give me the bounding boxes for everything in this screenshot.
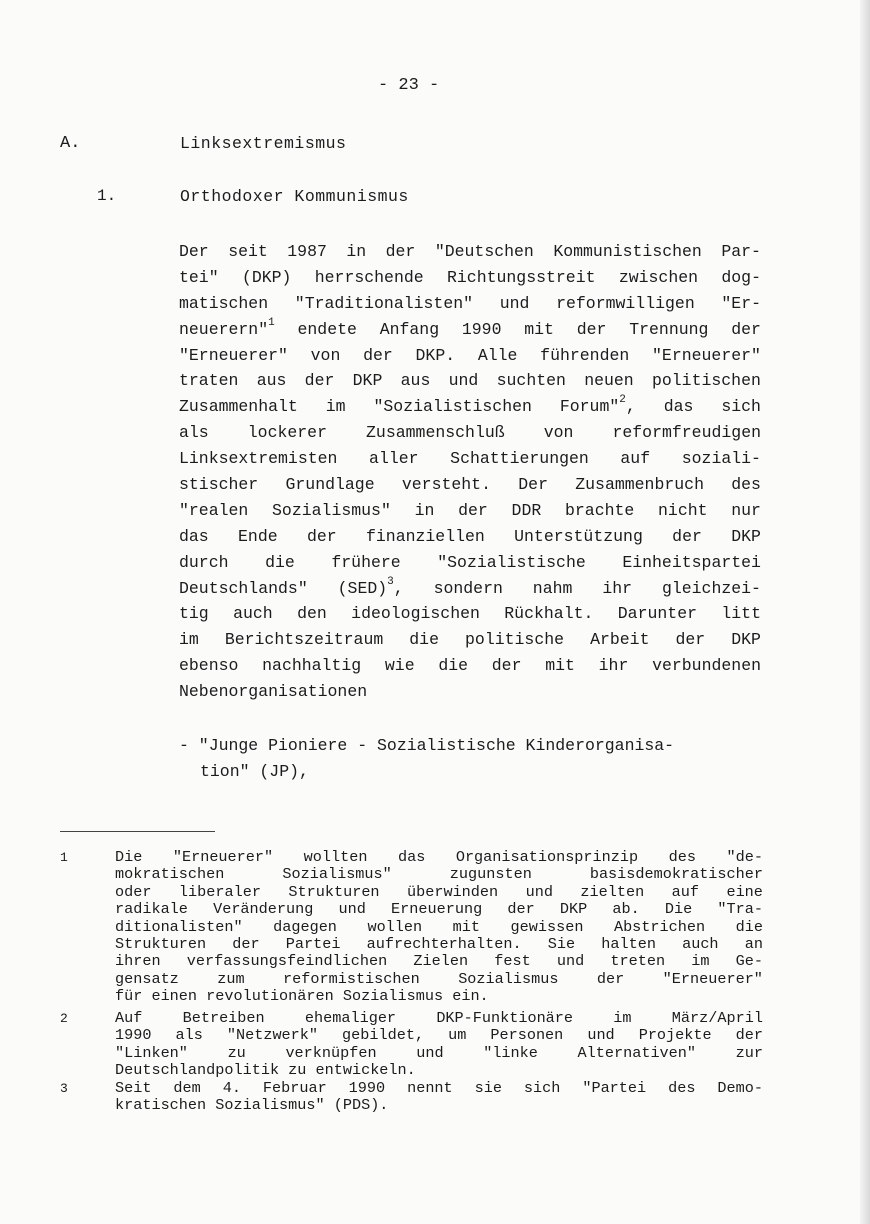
word: der bbox=[507, 900, 535, 919]
word: "linke bbox=[483, 1043, 538, 1062]
word: Alle bbox=[477, 345, 518, 365]
word: "Partei bbox=[582, 1079, 647, 1097]
word: "de- bbox=[726, 848, 763, 866]
word: herrschende bbox=[314, 267, 424, 287]
word: Rückhalt. bbox=[504, 604, 594, 624]
word: um bbox=[448, 1026, 467, 1045]
word: versteht. bbox=[401, 475, 491, 495]
word: der bbox=[576, 319, 607, 339]
word: auf bbox=[620, 449, 651, 469]
page-number: - 23 - bbox=[378, 76, 440, 95]
word: Zusammenhalt bbox=[179, 397, 298, 417]
footnote-ref-word: Forum"$^2$, bbox=[559, 394, 636, 417]
footnote-reference[interactable]: 3 bbox=[387, 575, 394, 588]
word: der bbox=[731, 319, 761, 339]
footnote-line bbox=[115, 1010, 763, 1027]
footnote-number: 3 bbox=[60, 1081, 68, 1096]
word: mokratischen bbox=[115, 865, 225, 884]
body-line bbox=[179, 291, 761, 317]
word: wollten bbox=[303, 848, 368, 866]
word: der bbox=[735, 1026, 763, 1045]
word: durch bbox=[179, 552, 229, 572]
word: der bbox=[596, 969, 625, 988]
word: das bbox=[663, 397, 694, 417]
word: auch bbox=[682, 934, 719, 953]
word: des bbox=[668, 848, 696, 866]
word: Erneuerung bbox=[391, 900, 483, 919]
word: aufrechterhalten. bbox=[366, 934, 522, 953]
word: führenden bbox=[540, 345, 630, 365]
word: die bbox=[409, 630, 439, 650]
organisation-list bbox=[179, 733, 761, 785]
word: Schattierungen bbox=[450, 449, 589, 469]
body-line bbox=[179, 653, 761, 679]
word: treten bbox=[610, 952, 666, 971]
word: der bbox=[363, 345, 393, 365]
word: zwischen bbox=[618, 267, 699, 287]
word: aus bbox=[400, 371, 431, 391]
word: Sozialismus" bbox=[272, 500, 391, 520]
word: sich bbox=[523, 1079, 561, 1097]
word: verbundenen bbox=[652, 656, 761, 676]
body-line bbox=[179, 446, 761, 472]
list-item-line: - "Junge Pioniere - Sozialistische Kinderorganisa- bbox=[179, 736, 675, 755]
word: die bbox=[735, 917, 763, 936]
word: dem bbox=[173, 1079, 201, 1097]
word: litt bbox=[721, 604, 761, 624]
word: "Sozialistische bbox=[437, 552, 586, 572]
word: an bbox=[744, 934, 763, 953]
word: tei" bbox=[179, 267, 219, 287]
word: zur bbox=[735, 1043, 763, 1062]
footnote-line: für einen revolutionären Sozialismus ein. bbox=[115, 987, 489, 1006]
word: oder bbox=[115, 882, 152, 901]
word: mit bbox=[452, 917, 480, 936]
word: verknüpfen bbox=[285, 1043, 377, 1062]
word: Strukturen bbox=[115, 934, 207, 953]
word: 1987 bbox=[287, 242, 327, 261]
word: DKP bbox=[559, 900, 588, 919]
word: der bbox=[458, 500, 488, 520]
footnote-line bbox=[115, 1027, 763, 1044]
word: politischen bbox=[651, 371, 761, 391]
word: nur bbox=[731, 500, 761, 520]
word: Februar bbox=[262, 1079, 327, 1097]
word: Kommunistischen bbox=[553, 242, 702, 261]
word: "Erneuerer" bbox=[179, 345, 288, 365]
word: zielten bbox=[580, 882, 645, 901]
footnote-line bbox=[115, 953, 763, 970]
word: von bbox=[543, 423, 574, 443]
word: Grundlage bbox=[285, 475, 375, 495]
word: und bbox=[448, 371, 479, 391]
word: Par- bbox=[721, 242, 761, 261]
word: "realen bbox=[179, 500, 249, 520]
word: Der bbox=[179, 242, 209, 261]
word: dog- bbox=[721, 267, 761, 287]
footnote-line: Deutschlandpolitik zu entwickeln. bbox=[115, 1061, 416, 1080]
word: "Linken" bbox=[115, 1043, 188, 1062]
word: ihr bbox=[602, 578, 633, 598]
word: Veränderung bbox=[213, 900, 314, 919]
word: in bbox=[346, 242, 367, 261]
word: brachte bbox=[564, 500, 635, 520]
word: DKP. bbox=[415, 345, 456, 365]
word: lockerer bbox=[247, 423, 327, 443]
word: auf bbox=[671, 882, 699, 901]
word: März/April bbox=[671, 1009, 763, 1027]
footnote-reference[interactable]: 2 bbox=[619, 394, 626, 407]
word: "Er- bbox=[721, 293, 761, 313]
word: und bbox=[556, 952, 585, 971]
body-line bbox=[179, 472, 761, 498]
word: neuen bbox=[584, 371, 634, 391]
word: reformistischen bbox=[283, 969, 420, 988]
page-edge-shadow bbox=[860, 0, 870, 1224]
word: DKP bbox=[731, 630, 761, 650]
footnote-line bbox=[115, 866, 763, 883]
word: zugunsten bbox=[449, 865, 532, 884]
word: des bbox=[731, 475, 761, 495]
word: endete bbox=[297, 319, 357, 339]
footnote-line bbox=[115, 936, 763, 953]
word: Arbeit bbox=[590, 630, 650, 650]
word: Seit bbox=[115, 1079, 152, 1097]
word: tig bbox=[179, 604, 209, 624]
word: ditionalisten" bbox=[115, 917, 243, 936]
word: Die bbox=[115, 848, 143, 866]
word: der bbox=[385, 242, 416, 261]
subsection-number: 1. bbox=[97, 187, 117, 205]
word: mit bbox=[524, 319, 554, 339]
word: Zusammenbruch bbox=[575, 475, 704, 495]
word: 4. bbox=[222, 1079, 241, 1097]
word: Projekte bbox=[638, 1026, 712, 1045]
word: Sie bbox=[547, 934, 576, 953]
word: der bbox=[232, 934, 260, 953]
word: Linksextremisten bbox=[179, 449, 338, 469]
word: Der bbox=[518, 475, 548, 495]
word: "Tra- bbox=[717, 900, 763, 919]
word: Alternativen" bbox=[577, 1043, 697, 1062]
word: gleichzei- bbox=[661, 578, 761, 598]
body-line bbox=[179, 550, 761, 576]
word: verfassungsfeindlichen bbox=[186, 952, 388, 971]
word: Darunter bbox=[617, 604, 697, 624]
word: ebenso bbox=[179, 656, 239, 676]
footnote-separator bbox=[60, 831, 215, 832]
body-line: Nebenorganisationen bbox=[179, 682, 368, 702]
word: finanziellen bbox=[365, 526, 485, 546]
word: Deutschlands" bbox=[179, 578, 308, 598]
word: 1990 bbox=[461, 319, 502, 339]
word: nennt bbox=[407, 1079, 453, 1097]
word: sie bbox=[474, 1079, 502, 1097]
word: wollen bbox=[367, 917, 423, 936]
word: ihren bbox=[115, 952, 161, 971]
subsection-title: Orthodoxer Kommunismus bbox=[180, 187, 409, 206]
word: DKP bbox=[731, 526, 761, 546]
word: Ende bbox=[238, 526, 278, 546]
word: "Erneuerer" bbox=[662, 969, 763, 988]
word: "Erneuerer" bbox=[172, 848, 274, 866]
word: von bbox=[310, 345, 341, 365]
word: dagegen bbox=[273, 917, 337, 936]
word: frühere bbox=[331, 552, 401, 572]
body-line bbox=[179, 524, 761, 550]
footnote-line bbox=[115, 919, 763, 936]
word: als bbox=[175, 1026, 203, 1045]
word: liberaler bbox=[178, 882, 261, 901]
footnote-line bbox=[115, 884, 763, 901]
word: gewissen bbox=[510, 917, 584, 936]
word: im bbox=[179, 630, 199, 650]
word: DKP-Funktionäre bbox=[436, 1009, 574, 1027]
word: Die bbox=[664, 900, 693, 919]
word: sich bbox=[721, 397, 761, 417]
footnote-text bbox=[115, 1080, 763, 1115]
word: politische bbox=[465, 630, 565, 650]
word: Personen bbox=[490, 1026, 564, 1045]
word: nicht bbox=[658, 500, 708, 520]
word: Ge- bbox=[735, 952, 763, 971]
word: "Traditionalisten" bbox=[294, 293, 474, 313]
word: und bbox=[587, 1026, 615, 1045]
word: "Netzwerk" bbox=[226, 1026, 319, 1045]
section-letter: A. bbox=[60, 134, 81, 153]
word: matischen bbox=[179, 293, 269, 313]
word: auch bbox=[233, 604, 273, 624]
footnote-text bbox=[115, 1010, 763, 1080]
word: mit bbox=[545, 656, 575, 676]
word: das bbox=[179, 526, 209, 546]
word: ab. bbox=[612, 900, 640, 919]
word: wie bbox=[384, 656, 415, 676]
word: Sozialismus" bbox=[282, 865, 392, 884]
word: (DKP) bbox=[241, 267, 292, 287]
word: soziali- bbox=[681, 449, 761, 469]
section-title: Linksextremismus bbox=[180, 134, 347, 153]
word: der bbox=[306, 526, 337, 546]
footnote-number: 1 bbox=[60, 850, 68, 865]
word: zum bbox=[217, 969, 245, 988]
word: Betreiben bbox=[182, 1009, 265, 1027]
body-line bbox=[179, 601, 761, 627]
word: Unterstützung bbox=[514, 526, 643, 546]
word: Richtungsstreit bbox=[446, 267, 596, 287]
body-line bbox=[179, 265, 761, 291]
word: überwinden bbox=[407, 882, 499, 901]
word: der bbox=[491, 656, 522, 676]
footnote-line bbox=[115, 901, 763, 918]
word: und bbox=[416, 1043, 444, 1062]
word: nachhaltig bbox=[262, 656, 362, 676]
footnote-line bbox=[115, 1080, 763, 1097]
body-line bbox=[179, 420, 761, 446]
word: im bbox=[613, 1009, 632, 1027]
word: die bbox=[438, 656, 469, 676]
word: Strukturen bbox=[288, 882, 380, 901]
word: Einheitspartei bbox=[622, 552, 761, 572]
body-line bbox=[179, 394, 761, 420]
word: die bbox=[265, 552, 295, 572]
word: Demo- bbox=[717, 1079, 763, 1097]
word: im bbox=[325, 397, 346, 417]
list-item-line: tion" (JP), bbox=[200, 761, 309, 781]
body-line bbox=[179, 498, 761, 524]
word: reformwilligen bbox=[556, 293, 695, 313]
word: Partei bbox=[285, 934, 341, 953]
footnote-ref-word: (SED)$^3$, bbox=[337, 575, 404, 598]
word: DDR bbox=[511, 500, 542, 520]
word: eine bbox=[726, 882, 763, 901]
word: der bbox=[672, 526, 702, 546]
body-line bbox=[179, 239, 761, 265]
footnote-line bbox=[115, 849, 763, 866]
word: fest bbox=[494, 952, 531, 971]
word: Trennung bbox=[629, 319, 709, 339]
word: suchten bbox=[496, 371, 566, 391]
word: aus bbox=[256, 371, 287, 391]
word: halten bbox=[601, 934, 656, 953]
word: seit bbox=[228, 242, 268, 261]
body-paragraph bbox=[179, 239, 761, 705]
word: Zielen bbox=[413, 952, 469, 971]
word: Anfang bbox=[379, 319, 440, 339]
word: traten bbox=[179, 371, 239, 391]
word: Sozialismus bbox=[458, 969, 559, 988]
word: nahm bbox=[532, 578, 573, 598]
word: stischer bbox=[179, 475, 259, 495]
body-line bbox=[179, 627, 761, 653]
word: in bbox=[414, 500, 435, 520]
word: reformfreudigen bbox=[612, 423, 761, 443]
word: als bbox=[179, 423, 209, 443]
footnote-reference[interactable]: 1 bbox=[268, 316, 275, 329]
body-line bbox=[179, 317, 761, 343]
word: ihr bbox=[598, 656, 629, 676]
footnote-line bbox=[115, 1045, 763, 1062]
footnote-ref-word: neuerern"$^1$ bbox=[179, 316, 275, 339]
word: sondern bbox=[433, 578, 503, 598]
footnote-text bbox=[115, 849, 763, 1006]
word: ideologischen bbox=[351, 604, 480, 624]
word: und bbox=[338, 900, 366, 919]
footnote-number: 2 bbox=[60, 1011, 68, 1026]
word: gebildet, bbox=[342, 1026, 425, 1045]
word: den bbox=[297, 604, 327, 624]
body-line bbox=[179, 576, 761, 602]
word: aller bbox=[369, 449, 419, 469]
body-line bbox=[179, 368, 761, 394]
word: im bbox=[691, 952, 710, 971]
word: der bbox=[675, 630, 706, 650]
word: "Sozialistischen bbox=[373, 397, 532, 417]
word: Auf bbox=[115, 1009, 143, 1027]
word: 1990 bbox=[115, 1026, 152, 1045]
word: des bbox=[668, 1079, 696, 1097]
body-line bbox=[179, 343, 761, 369]
word: gensatz bbox=[115, 969, 179, 988]
word: das bbox=[397, 848, 426, 866]
word: Abstrichen bbox=[613, 917, 706, 936]
word: Berichtszeitraum bbox=[224, 630, 384, 650]
word: 1990 bbox=[348, 1079, 386, 1097]
word: und bbox=[499, 293, 530, 313]
word: radikale bbox=[115, 900, 188, 919]
word: DKP bbox=[352, 371, 383, 391]
word: Organisationsprinzip bbox=[455, 848, 639, 866]
footnote-line bbox=[115, 971, 763, 988]
word: zu bbox=[227, 1043, 246, 1062]
footnote-line: kratischen Sozialismus" (PDS). bbox=[115, 1096, 389, 1115]
word: basisdemokratischer bbox=[589, 865, 763, 884]
word: Zusammenschluß bbox=[366, 423, 505, 443]
word: "Deutschen bbox=[434, 242, 534, 261]
word: "Erneuerer" bbox=[652, 345, 761, 365]
word: und bbox=[525, 882, 553, 901]
word: ehemaliger bbox=[304, 1009, 397, 1027]
word: der bbox=[304, 371, 335, 391]
